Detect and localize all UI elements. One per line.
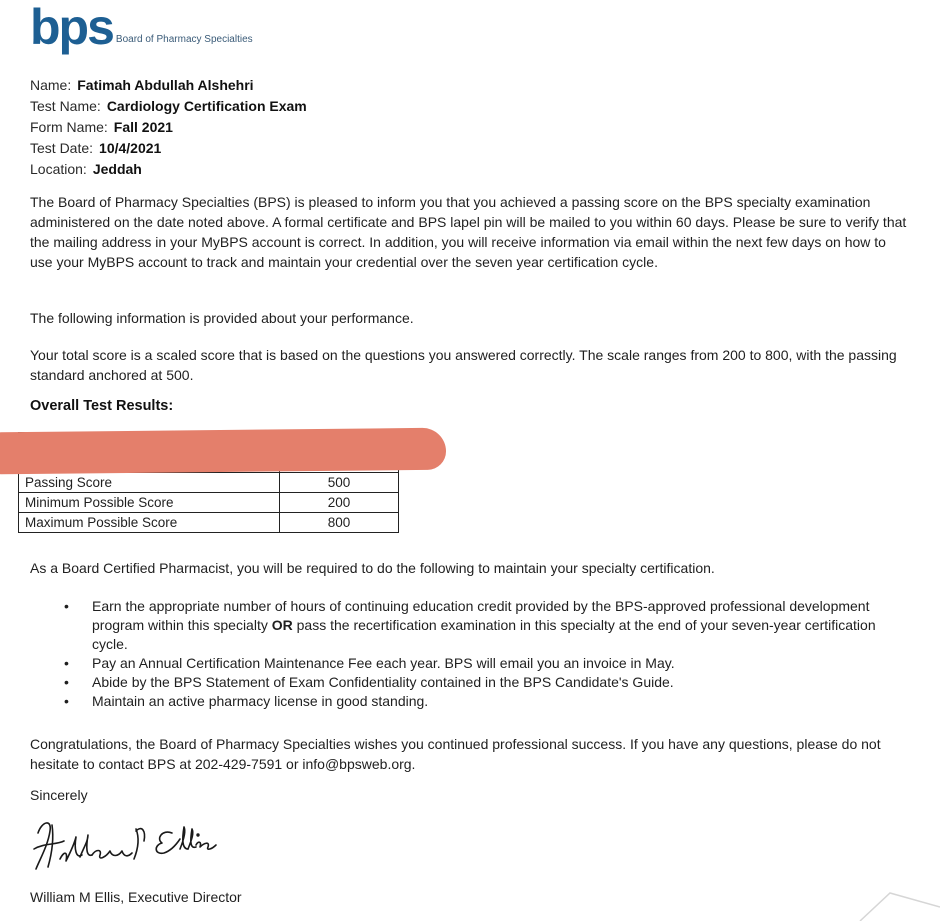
- score-value-cell: 800: [280, 513, 399, 533]
- score-value-cell: 500: [280, 473, 399, 493]
- score-name-cell: Minimum Possible Score: [19, 493, 280, 513]
- info-row-test-name: [30, 96, 307, 117]
- table-row: [19, 513, 399, 533]
- requirement-or: OR: [271, 617, 293, 633]
- form-name-value: Fall 2021: [113, 119, 173, 135]
- requirement-text-3: Abide by the BPS Statement of Exam Confidentiality contained in the BPS Candidate's Guide.: [92, 674, 674, 690]
- bullet-icon: •: [64, 674, 69, 690]
- test-date-value: 10/4/2021: [99, 140, 162, 156]
- name-label: Name:: [30, 77, 72, 93]
- table-row: [19, 493, 399, 513]
- requirement-text-1a: Earn the appropriate number of hours of continuing education credit provided by the BPS-approved professional development program within this specialty: [92, 598, 870, 633]
- test-name-label: Test Name:: [30, 98, 101, 114]
- info-row-test-date: [30, 138, 307, 159]
- score-name-cell: Passing Score: [19, 473, 280, 493]
- test-name-value: Cardiology Certification Exam: [106, 98, 307, 114]
- info-row-form-name: [30, 117, 307, 138]
- logo-mark: bps: [30, 0, 113, 55]
- score-value-cell: 200: [280, 493, 399, 513]
- requirement-text-1b: pass the recertification examination in this specialty at the end of your seven-year certification cycle.: [92, 617, 876, 652]
- corner-fold-icon: [830, 881, 940, 921]
- candidate-info: [30, 75, 307, 180]
- test-date-label: Test Date:: [30, 140, 94, 156]
- results-title: Overall Test Results:: [30, 398, 174, 414]
- redaction-mark: [0, 428, 446, 475]
- form-name-label: Form Name:: [30, 119, 108, 135]
- signer-name-title: William M Ellis, Executive Director: [30, 889, 242, 905]
- list-item: [64, 673, 909, 692]
- name-value: Fatimah Abdullah Alshehri: [77, 77, 254, 93]
- bullet-icon: •: [64, 655, 69, 671]
- list-item: [64, 654, 909, 673]
- closing-paragraph: Congratulations, the Board of Pharmacy Specialties wishes you continued professional success. If you have any questions, please do not hesitate to contact BPS at 202-429-7591 or info@bpsweb.org.: [30, 736, 881, 772]
- handwritten-signature: [30, 815, 220, 882]
- info-row-location: [30, 159, 307, 180]
- list-item: [64, 692, 909, 711]
- list-item: [64, 597, 909, 654]
- location-value: Jeddah: [92, 161, 142, 177]
- bullet-icon: •: [64, 693, 69, 709]
- requirement-text-4: Maintain an active pharmacy license in good standing.: [92, 693, 429, 709]
- closing-salutation: Sincerely: [30, 787, 88, 803]
- logo-tagline: Board of Pharmacy Specialties: [115, 34, 253, 45]
- performance-paragraph: The following information is provided about your performance.: [30, 310, 414, 326]
- scaled-score-paragraph: Your total score is a scaled score that is based on the questions you answered correctly. The scale ranges from 200 to 800, with the passing standard anchored at 500.: [30, 347, 897, 383]
- bps-logo: [30, 0, 253, 55]
- requirements-list: [64, 597, 909, 711]
- info-row-name: [30, 75, 307, 96]
- table-row: [19, 473, 399, 493]
- bullet-icon: •: [64, 598, 69, 614]
- location-label: Location:: [30, 161, 87, 177]
- maintenance-paragraph: As a Board Certified Pharmacist, you will be required to do the following to maintain your specialty certification.: [30, 560, 715, 576]
- score-name-cell: Maximum Possible Score: [19, 513, 280, 533]
- requirement-text-2: Pay an Annual Certification Maintenance Fee each year. BPS will email you an invoice in May.: [92, 655, 675, 671]
- intro-paragraph: The Board of Pharmacy Specialties (BPS) is pleased to inform you that you achieved a passing score on the BPS specialty examination administered on the date noted above. A formal certificate and BPS lapel pin will be mailed to you within 60 days. Please be sure to verify that the mailing address in your MyBPS account is correct. In addition, you will receive information via email within the next few days on how to use your MyBPS account to track and maintain your credential over the seven year certification cycle.: [30, 194, 907, 270]
